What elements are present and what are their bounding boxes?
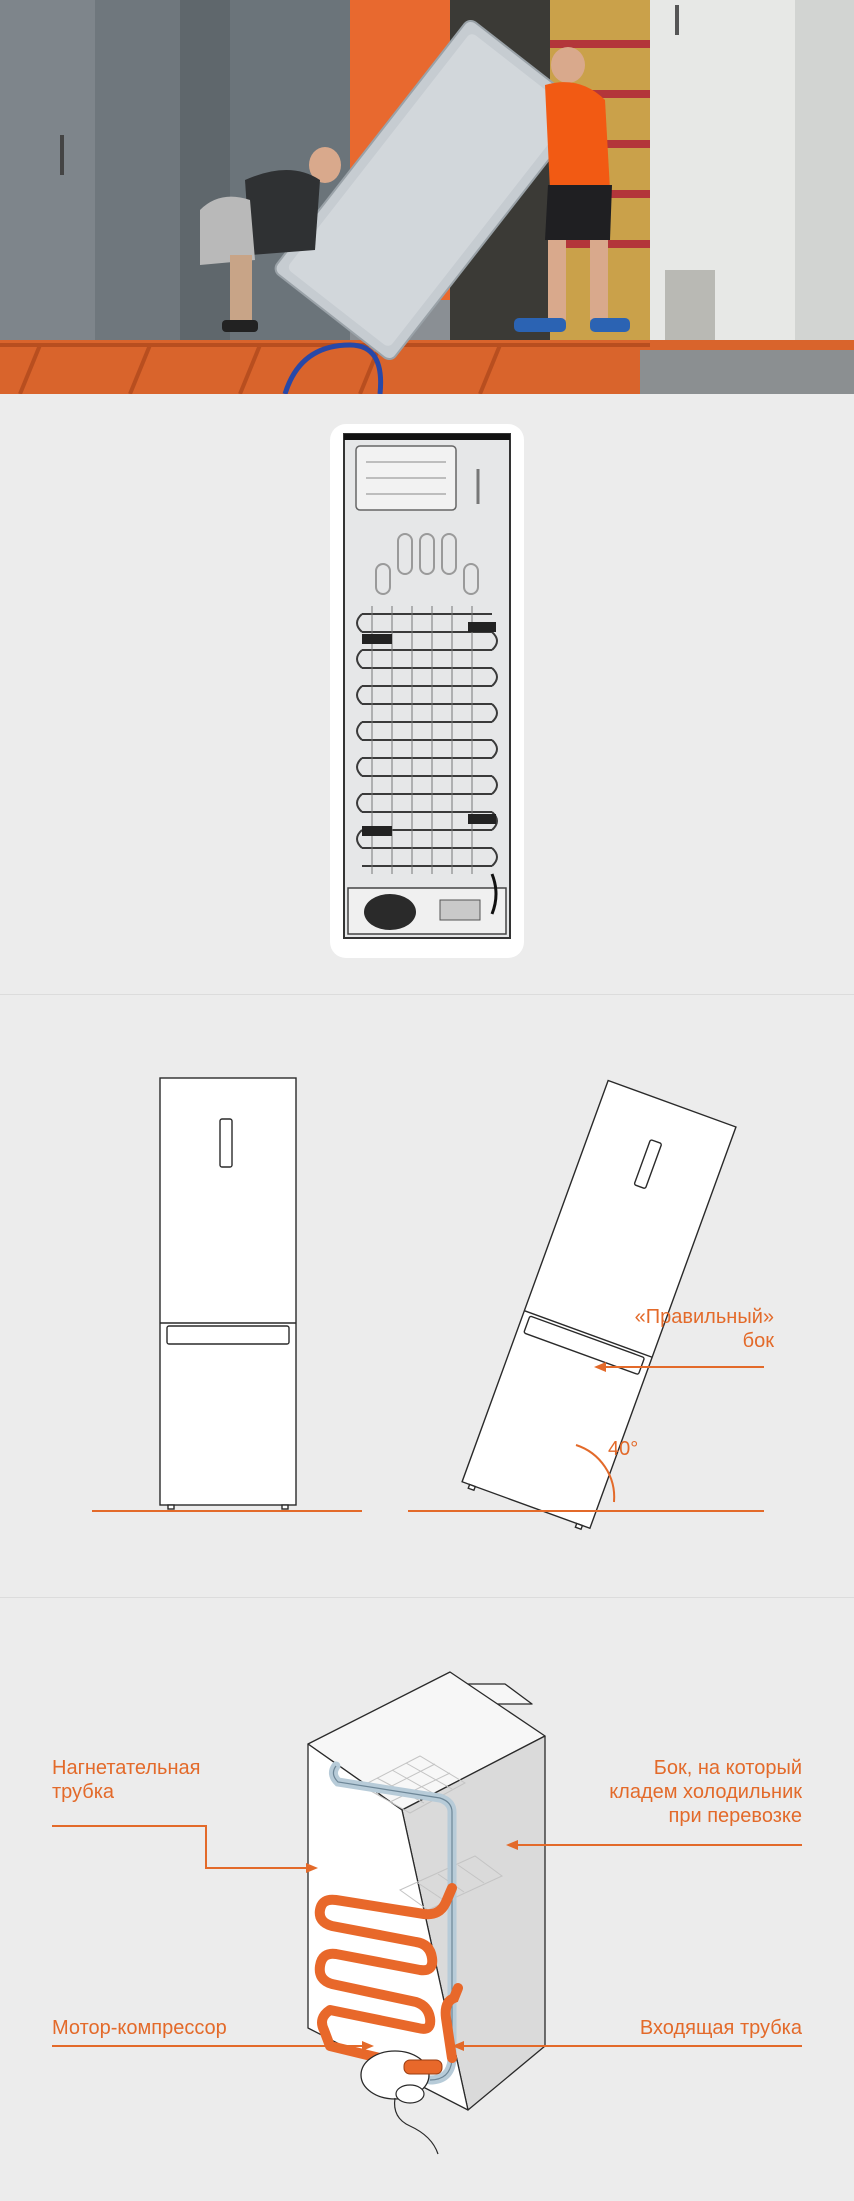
fridge-back-photo (0, 394, 854, 995)
scheme-drawing (0, 1598, 854, 2201)
motor-compressor-label: Мотор-компрессор (52, 2017, 227, 2039)
discharge-tube-label: Нагнетательная трубка (52, 1757, 201, 1803)
refrigerant-scheme (0, 1598, 854, 2201)
correct-side-label: «Правильный» бок (634, 1306, 774, 1352)
discharge-leader (52, 1826, 312, 1868)
tilt-diagram (0, 995, 854, 1598)
transport-side-label: Бок, на который кладем холодильник при перевозке (609, 1757, 802, 1827)
angle-label: 40° (608, 1438, 639, 1460)
tilt-drawing (0, 995, 854, 1597)
movers-photo (0, 0, 854, 394)
inlet-tube-label: Входящая трубка (639, 2017, 802, 2039)
